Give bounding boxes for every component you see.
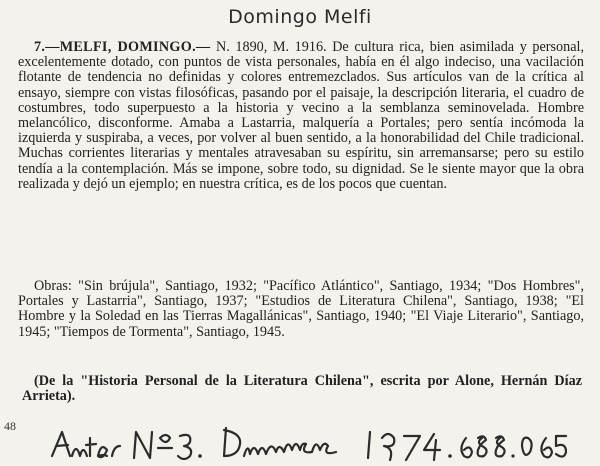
page-title: Domingo Melfi xyxy=(228,6,372,28)
source-credit: (De la "Historia Personal de la Literatura Chilena", escrita por Alone, Hernán Díaz Arrieta). xyxy=(22,373,582,405)
page-number: 48 xyxy=(4,419,16,433)
entry-name: 7.—MELFI, DOMINGO.— xyxy=(34,39,211,55)
entry-paragraph xyxy=(18,40,584,192)
works-paragraph: Obras: "Sin brújula", Santiago, 1932; "Pacífico Atlántico", Santiago, 1934; "Dos Hombres", Portales y Lastarria", Santiago, 1937; "Estudios de Literatura Chilena", Santiago, 1938; "El Hombre y la Soledad en las Tierras Magallánicas", Santiago, 1940; "El Viaje Literario", Santiago, 1945; "Tiempos de Tormenta", Santiago, 1945. xyxy=(18,278,584,340)
entry-text: N. 1890, M. 1916. De cultura rica, bien asimilada y personal, excelentemente dotado, con puntos de vista personales, había en él algo indeciso, una vacilación flotante de tendencia no definidas y colores entremezclados. Sus artículos van de la crítica al ensayo, siempre con vistas filosóficas, pasando por el paisaje, la descripción literaria, el cuadro de costumbres, todo superpuesto a la historia y vecino a la semblanza seminovelada. Hombre melancólico, disconforme. Amaba a Lastarria, malquería a Portales; pero sentía incómoda la izquierda y suspiraba, a veces, por volver al buen sentido, a la honorabilidad del Chile tradicional. Muchas corrientes literarias y mentales atravesaban su espíritu, sin arremansarse; pero su estilo tendía a la contemplación. Más se impone, sobre todo, su dignidad. Se le siente mayor que la obra realizada y dejó un ejemplo; en nuestra crítica, es de los pocos que cuentan. xyxy=(18,39,584,192)
handwritten-note-signature xyxy=(0,398,600,466)
